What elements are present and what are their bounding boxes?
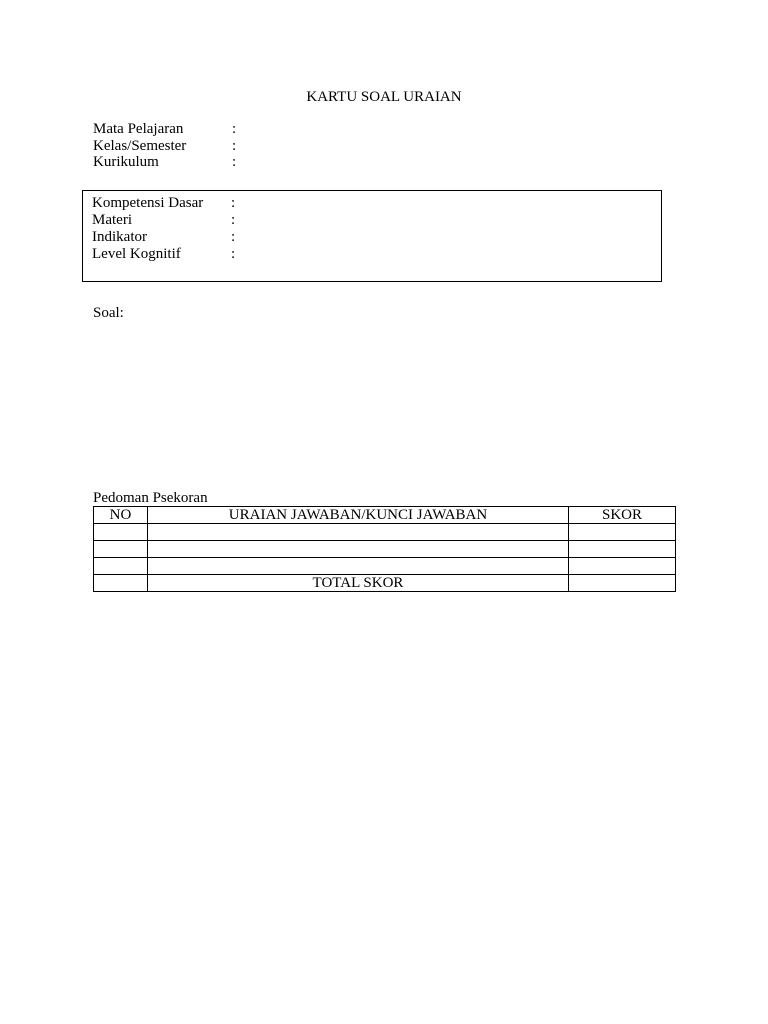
field-separator: : — [232, 138, 237, 154]
table-cell — [94, 575, 148, 592]
table-row — [94, 524, 676, 541]
field-label: Indikator — [92, 229, 147, 245]
score-table — [93, 506, 676, 592]
soal-label: Soal: — [93, 305, 124, 321]
field-label: Kurikulum — [93, 154, 159, 170]
table-cell[interactable] — [569, 541, 676, 558]
table-cell[interactable] — [94, 558, 148, 575]
total-skor-value[interactable] — [569, 575, 676, 592]
column-header-skor: SKOR — [569, 507, 676, 524]
table-cell[interactable] — [148, 558, 569, 575]
field-label: Kelas/Semester — [93, 138, 187, 154]
table-cell[interactable] — [148, 541, 569, 558]
field-separator: : — [231, 195, 236, 211]
table-cell[interactable] — [148, 524, 569, 541]
competency-box — [82, 190, 662, 282]
column-header-no: NO — [94, 507, 148, 524]
field-separator: : — [231, 246, 236, 262]
document-title: KARTU SOAL URAIAN — [306, 89, 462, 105]
field-separator: : — [232, 121, 237, 137]
table-cell[interactable] — [569, 524, 676, 541]
pedoman-label: Pedoman Psekoran — [93, 490, 208, 506]
table-row — [94, 558, 676, 575]
field-separator: : — [231, 229, 236, 245]
field-separator: : — [231, 212, 236, 228]
table-header-row — [94, 507, 676, 524]
table-row — [94, 541, 676, 558]
total-skor-label: TOTAL SKOR — [148, 575, 569, 592]
field-label: Materi — [92, 212, 132, 228]
column-header-uraian: URAIAN JAWABAN/KUNCI JAWABAN — [148, 507, 569, 524]
field-label: Level Kognitif — [92, 246, 181, 262]
field-label: Kompetensi Dasar — [92, 195, 204, 211]
field-label: Mata Pelajaran — [93, 121, 184, 137]
field-separator: : — [232, 154, 237, 170]
table-cell[interactable] — [94, 524, 148, 541]
table-cell[interactable] — [569, 558, 676, 575]
table-total-row — [94, 575, 676, 592]
table-cell[interactable] — [94, 541, 148, 558]
